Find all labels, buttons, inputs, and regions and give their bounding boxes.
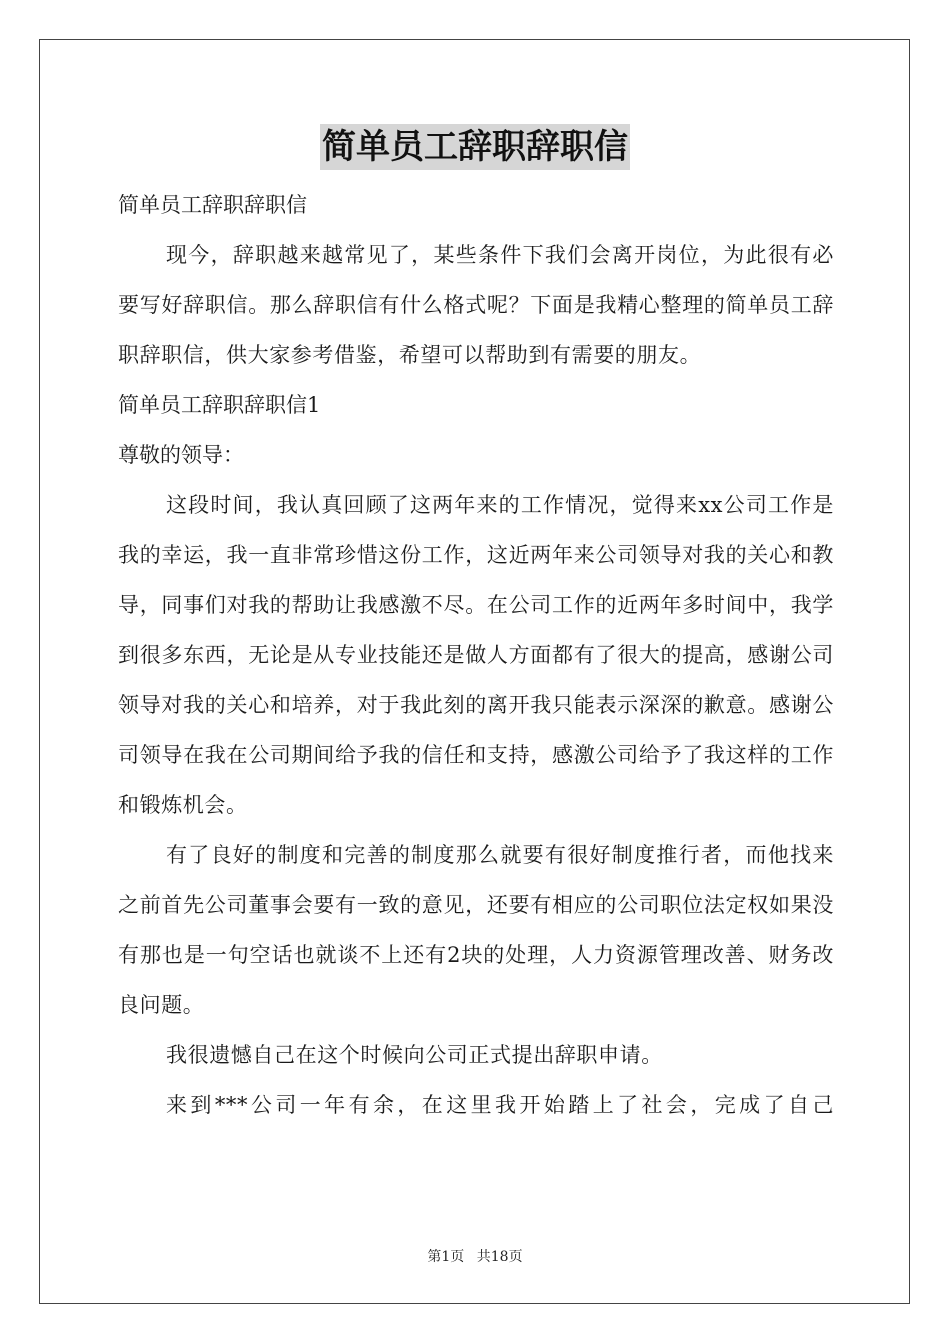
document-title: 简单员工辞职辞职信 xyxy=(320,124,630,170)
document-title-wrapper xyxy=(0,124,950,170)
page-footer xyxy=(0,1246,950,1266)
page-total: 共18页 xyxy=(476,1249,523,1265)
body-paragraph: 有了良好的制度和完善的制度那么就要有很好制度推行者，而他找来之前首先公司董事会要有一致的意见，还要有相应的公司职位法定权如果没有那也是一句空话也就谈不上还有2块的处理，人力资源管理改善、财务改良问题。 xyxy=(118,843,834,1017)
intro-paragraph: 现今，辞职越来越常见了，某些条件下我们会离开岗位，为此很有必要写好辞职信。那么辞职信有什么格式呢？下面是我精心整理的简单员工辞职辞职信，供大家参考借鉴，希望可以帮助到有需要的朋友。 xyxy=(118,243,834,367)
document-subtitle: 简单员工辞职辞职信 xyxy=(118,193,307,217)
body-paragraph: 这段时间，我认真回顾了这两年来的工作情况，觉得来xx公司工作是我的幸运，我一直非常珍惜这份工作，这近两年来公司领导对我的关心和教导，同事们对我的帮助让我感激不尽。在公司工作的近两年多时间中，我学到很多东西，无论是从专业技能还是做人方面都有了很大的提高，感谢公司领导对我的关心和培养，对于我此刻的离开我只能表示深深的歉意。感谢公司领导在我在公司期间给予我的信任和支持，感激公司给予了我这样的工作和锻炼机会。 xyxy=(118,493,834,817)
body-paragraph: 我很遗憾自己在这个时候向公司正式提出辞职申请。 xyxy=(166,1043,663,1067)
page-number: 第1页 xyxy=(427,1249,465,1265)
body-paragraph: 来到***公司一年有余，在这里我开始踏上了社会，完成了自己 xyxy=(166,1093,834,1117)
document-body xyxy=(118,180,834,1130)
section-heading: 简单员工辞职辞职信1 xyxy=(118,393,321,417)
salutation: 尊敬的领导： xyxy=(118,443,244,467)
